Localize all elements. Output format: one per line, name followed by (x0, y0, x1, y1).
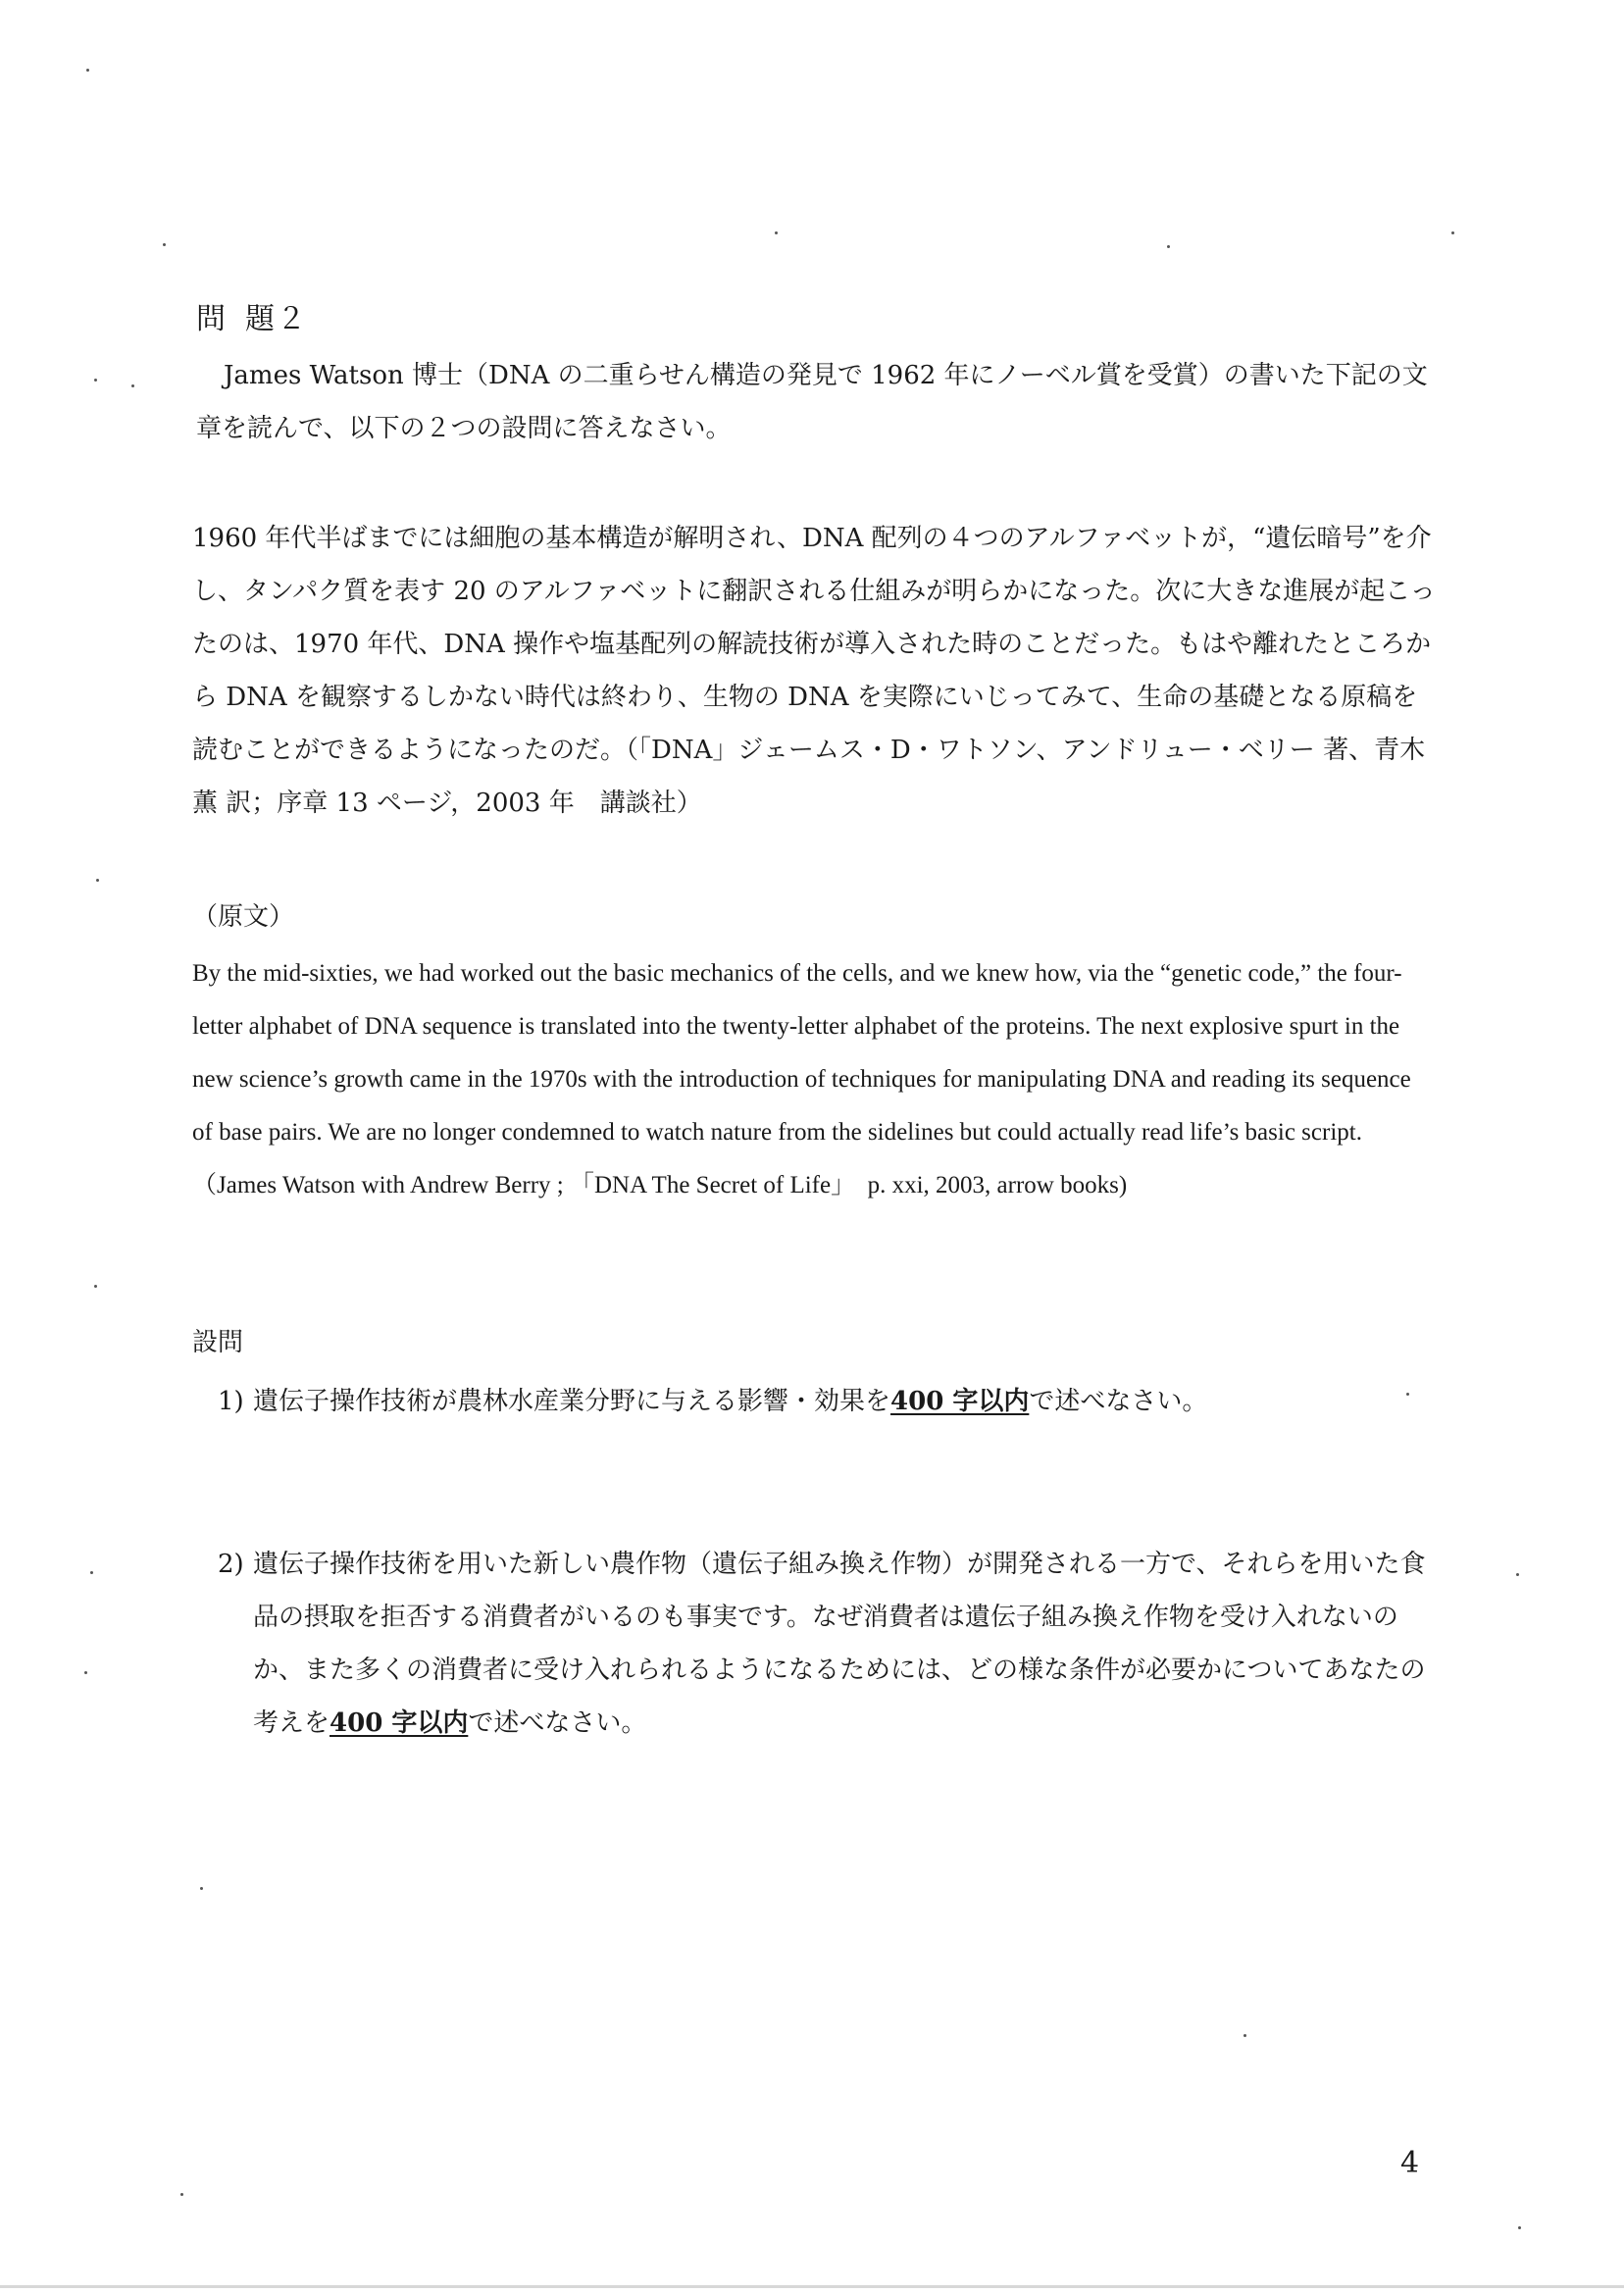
question-1-word-limit: 400 字以内 (890, 1387, 1030, 1416)
scan-speck (1451, 231, 1454, 234)
scan-speck (1516, 1573, 1519, 1576)
question-1-ending: で述べなさい。 (1029, 1387, 1208, 1416)
scan-speck (163, 243, 166, 246)
problem-title-part1: 問 (196, 302, 228, 336)
question-2 (218, 1538, 1442, 1750)
question-2-word-limit: 400 字以内 (330, 1708, 469, 1738)
question-2-ending: で述べなさい。 (468, 1708, 647, 1738)
scan-edge-line (0, 2285, 1624, 2288)
scan-speck (1518, 2226, 1521, 2229)
scan-speck (86, 69, 89, 72)
scan-speck (1167, 245, 1170, 248)
intro-paragraph: James Watson 博士（DNA の二重らせん構造の発見で 1962 年にノーベル賞を受賞）の書いた下記の文章を読んで、以下の２つの設問に答えなさい。 (196, 361, 1428, 443)
question-1 (218, 1375, 1442, 1428)
page-number: 4 (1400, 2146, 1420, 2180)
scan-speck (1243, 2034, 1246, 2037)
questions-heading: 設問 (192, 1328, 244, 1357)
question-1-number: 1) (218, 1387, 244, 1416)
problem-title-part2: 題２ (245, 302, 308, 336)
question-1-text: 遺伝子操作技術が農林水産業分野に与える影響・効果を (253, 1387, 891, 1416)
question-2-text: 遺伝子操作技術を用いた新しい農作物（遺伝子組み換え作物）が開発される一方で、それらを用いた食品の摂取を拒否する消費者がいるのも事実です。なぜ消費者は遺伝子組み換え作物を受け入れないのか、また多くの消費者に受け入れられるようになるためには、どの様な条件が必要かについてあなたの考えを (253, 1550, 1426, 1738)
scan-speck (180, 2193, 183, 2196)
scan-speck (775, 231, 778, 234)
scan-speck (1406, 1393, 1409, 1396)
english-passage: By the mid-sixties, we had worked out the basic mechanics of the cells, and we knew how, via the “genetic code,” the four-letter alphabet of DNA sequence is translated into the twenty-letter alphabet of the proteins. The next explosive spurt in the new science’s growth came in the 1970s with the introduction of techniques for manipulating DNA and reading its sequence of base pairs. We are no longer condemned to watch nature from the sidelines but could actually read life’s basic script.（James Watson with Andrew Berry ; 「DNA The Secret of Life」 p. xxi, 2003, arrow books) (192, 960, 1411, 1198)
scan-speck (94, 1285, 97, 1288)
problem-title (196, 294, 308, 337)
scan-speck (94, 379, 97, 382)
scan-speck (131, 384, 134, 387)
scan-speck (84, 1671, 87, 1674)
scan-speck (90, 1571, 93, 1574)
question-2-number: 2) (218, 1550, 244, 1579)
scan-speck (200, 1887, 203, 1890)
original-text-heading: （原文） (192, 902, 295, 932)
scan-speck (96, 879, 99, 882)
japanese-passage: 1960 年代半ばまでには細胞の基本構造が解明され、DNA 配列の４つのアルファベットが，“遺伝暗号”を介し、タンパク質を表す 20 のアルファベットに翻訳される仕組みが明らかになった。次に大きな進展が起こったのは、1970 年代、DNA 操作や塩基配列の解読技術が導入された時のことだった。もはや離れたところから DNA を観察するしかない時代は終わり、生物の DNA を実際にいじってみて、生命の基礎となる原稿を読むことができるようになったのだ。（「DNA」ジェームス・D・ワトソン、アンドリュー・ベリー 著、青木薫 訳；序章 13 ページ，2003 年 講談社） (192, 524, 1436, 818)
